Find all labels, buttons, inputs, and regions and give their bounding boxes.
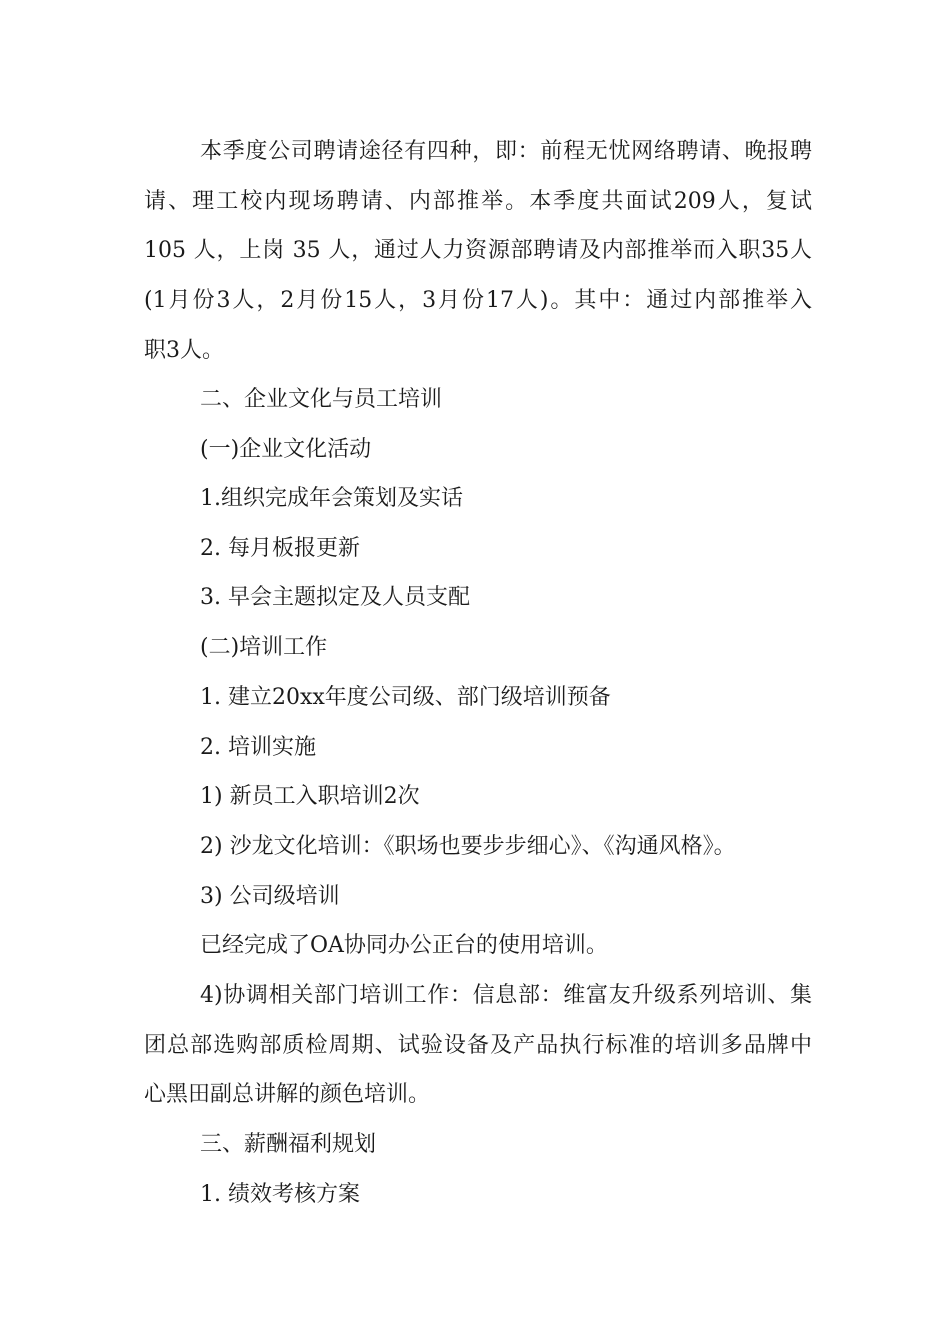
paragraph-coordination-line-2: 团总部选购部质检周期、试验设备及产品执行标准的培训多品牌中	[144, 1033, 812, 1058]
training-item-2: 2. 培训实施	[200, 735, 316, 760]
subsection-culture-heading: (一)企业文化活动	[200, 437, 372, 462]
training-subitem-3: 3) 公司级培训	[200, 884, 340, 909]
paragraph-coordination-line-3: 心黑田副总讲解的颜色培训。	[144, 1082, 431, 1107]
culture-item-2: 2. 每月板报更新	[200, 536, 360, 561]
paragraph-recruitment-line-4: (1月份3人，2月份15人，3月份17人)。其中：通过内部推举入	[144, 288, 812, 313]
paragraph-recruitment-line-1: 本季度公司聘请途径有四种，即：前程无忧网络聘请、晚报聘	[200, 139, 812, 164]
subsection-training-heading: (二)培训工作	[200, 635, 328, 660]
training-item-1: 1. 建立20xx年度公司级、部门级培训预备	[200, 685, 611, 710]
training-subitem-1: 1) 新员工入职培训2次	[200, 784, 420, 809]
training-subitem-2: 2) 沙龙文化培训：《职场也要步步细心》、《沟通风格》。	[200, 834, 736, 859]
section-3-heading: 三、薪酬福利规划	[200, 1132, 377, 1157]
culture-item-1: 1.组织完成年会策划及实话	[200, 486, 463, 511]
paragraph-recruitment-line-5: 职3人。	[144, 338, 224, 363]
section-2-heading: 二、企业文化与员工培训	[200, 387, 443, 412]
paragraph-recruitment-line-2: 请、理工校内现场聘请、内部推举。本季度共面试209人，复试	[144, 189, 812, 214]
oa-training-line: 已经完成了OA协同办公正台的使用培训。	[200, 933, 608, 958]
paragraph-recruitment-line-3: 105 人，上岗 35 人，通过人力资源部聘请及内部推举而入职35人	[144, 238, 812, 263]
paragraph-coordination-line-1: 4)协调相关部门培训工作：信息部：维富友升级系列培训、集	[200, 983, 812, 1008]
compensation-item-1: 1. 绩效考核方案	[200, 1182, 360, 1207]
culture-item-3: 3. 早会主题拟定及人员支配	[200, 585, 470, 610]
